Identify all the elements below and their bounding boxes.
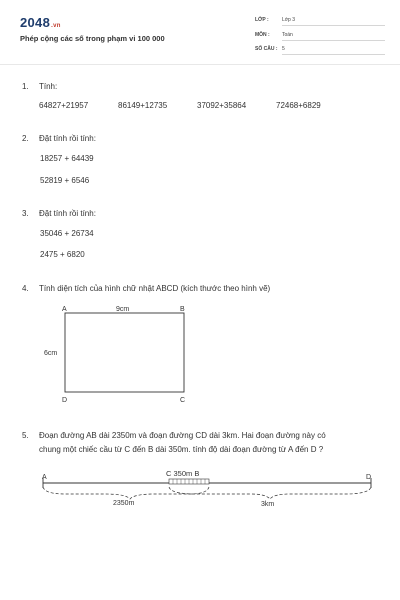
vertex-label: A [62, 306, 67, 313]
question-text-line: chung một chiếc cầu từ C đến B dài 350m. tính độ dài đoạn đường từ A đến D ? [39, 445, 324, 454]
question-text: Tính: [39, 82, 58, 91]
height-label: 6cm [44, 350, 58, 357]
expression: 52819 + 6546 [40, 176, 90, 185]
vertex-label: C [180, 397, 186, 404]
question-number: 5. [22, 431, 29, 440]
expression: 64827+21957 [39, 101, 89, 110]
expression: 72468+6829 [276, 101, 321, 110]
question-number: 4. [22, 284, 29, 293]
vertex-label: D [62, 397, 68, 404]
logo-text: 2048 [20, 15, 51, 30]
subject-value: Toán [282, 32, 385, 41]
logo-suffix: .vn [51, 23, 61, 29]
expression: 35046 + 26734 [40, 229, 94, 238]
rectangle-abcd [65, 313, 184, 392]
class-label: LỚP : [255, 17, 269, 23]
question-text-line: Đoạn đường AB dài 2350m và đoạn đường CD dài 3km. Hai đoạn đường này có [39, 431, 326, 440]
question-number: 2. [22, 134, 29, 143]
question-5-text [39, 429, 384, 457]
question-text: Đặt tính rồi tính: [39, 209, 96, 218]
worksheet-title: Phép cộng các số trong phạm vi 100 000 [20, 34, 165, 43]
ab-length-label: 2350m [113, 500, 135, 507]
question-number: 3. [22, 209, 29, 218]
question-count-value: 5 [282, 46, 385, 55]
bridge-label: C 350m B [166, 469, 200, 478]
question-count-label: SỐ CÂU : [255, 46, 278, 52]
expression: 18257 + 64439 [40, 154, 94, 163]
cd-length-label: 3km [261, 501, 275, 508]
expression: 2475 + 6820 [40, 250, 85, 259]
question-text: Tính diện tích của hình chữ nhật ABCD (kích thước theo hình vẽ) [39, 284, 271, 293]
width-label: 9cm [116, 306, 130, 313]
vertex-label: B [180, 306, 185, 313]
subject-label: MÔN : [255, 32, 270, 38]
question-text: Đặt tính rồi tính: [39, 134, 96, 143]
point-label: A [42, 474, 47, 481]
point-label: D [366, 474, 372, 481]
class-value: Lớp 3 [282, 17, 385, 26]
expression: 37092+35864 [197, 101, 247, 110]
question-number: 1. [22, 82, 29, 91]
expression: 86149+12735 [118, 101, 168, 110]
